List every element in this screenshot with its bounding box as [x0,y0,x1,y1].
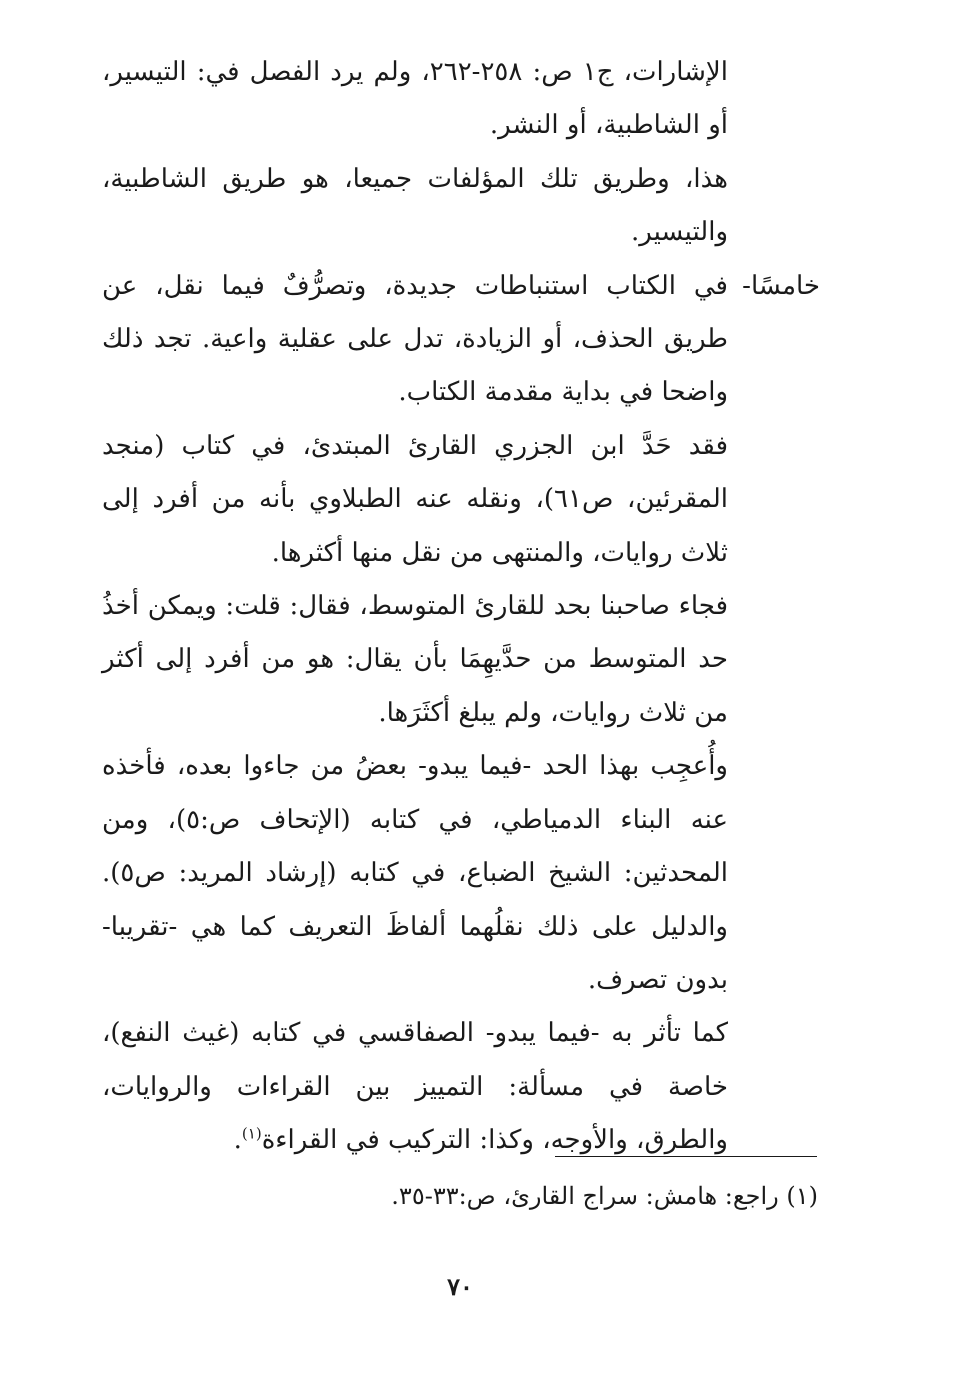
paragraph-6: وأُعجِب بهذا الحد -فيما يبدو- بعضُ من جاءوا بعده، فأخذه عنه البناء الدمياطي، في كتابه (الإتحاف ص:٥)، ومن المحدثين: الشيخ الضباع، في كتابه (إرشاد المريد: ص٥). والدليل على ذلك نقلُهما ألفاظَ التعريف كما هي -تقريبا- بدون تصرف. [102,751,728,995]
footnote: (١) راجع: هامش: سراج القارئ، ص:٣٣-٣٥. [391,1182,818,1210]
paragraph-7-end: . [233,1125,242,1156]
paragraph-3 [102,260,820,420]
paragraph-4: فقد حَدَّ ابن الجزري القارئ المبتدئ، في كتاب (منجد المقرئين، ص٦١)، ونقله عنه الطبلاوي بأنه من أفرد إلى ثلاث روايات، والمنتهى من نقل منها أكثرها. [102,430,728,568]
paragraph-7 [102,1007,728,1167]
section-label-fifth: خامسًا- [742,270,820,301]
paragraph-2: هذا، وطريق تلك المؤلفات جميعا، هو طريق الشاطبية، والتيسير. [102,163,728,248]
main-text [102,46,820,1168]
paragraph-1: الإشارات، ج١ ص: ٢٥٨-٢٦٢، ولم يرد الفصل في: التيسير، أو الشاطبية، أو النشر. [102,57,728,141]
paragraph-3-text: في الكتاب استنباطات جديدة، وتصرُّفٌ فيما نقل، عن طريق الحذف، أو الزيادة، تدل على عقلية واعية. تجد ذلك واضحا في بداية مقدمة الكتاب. [102,270,728,408]
footnote-divider [555,1156,817,1157]
paragraph-5: فجاء صاحبنا بحد للقارئ المتوسط، فقال: قلت: ويمكن أخذُ حد المتوسط من حدَّيهِمَا بأن يقال: هو من أفرد إلى أكثر من ثلاث روايات، ولم يبلغ أكثَرَها. [102,591,728,728]
page-number: ٧٠ [447,1272,473,1301]
paragraph-7-text: كما تأثر به -فيما يبدو- الصفاقسي في كتابه (غيث النفع)، خاصة في مسألة: التمييز بين القراءات والروايات، والطرق، والأوجه، وكذا: التركيب في القراءة [102,1018,728,1156]
footnote-reference[interactable]: (١) [241,1124,262,1143]
